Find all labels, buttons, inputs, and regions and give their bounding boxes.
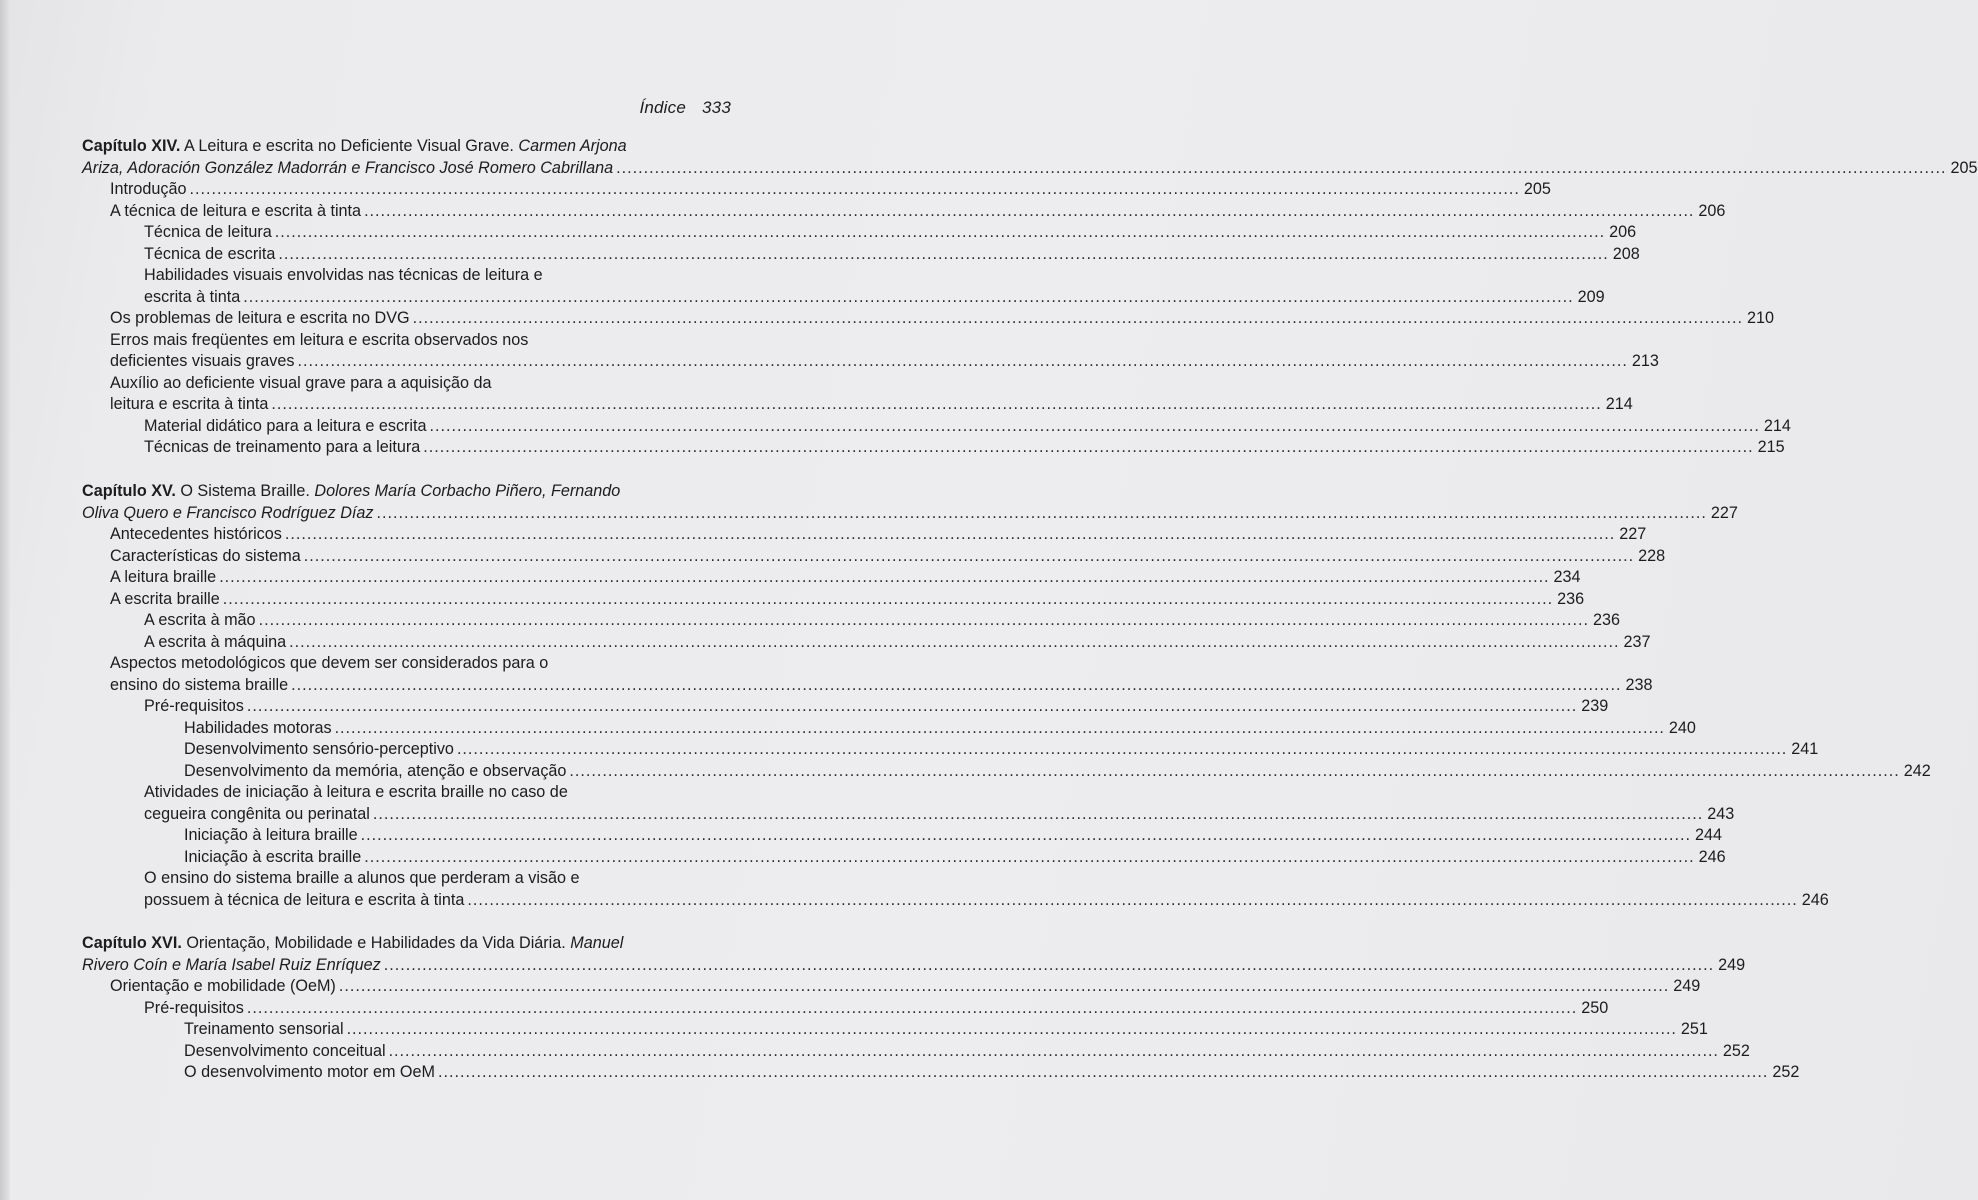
- page-number: 251: [1680, 1020, 1708, 1038]
- toc-entry-title: Pré-requisitos: [144, 998, 244, 1017]
- toc-entry: [82, 761, 1931, 783]
- toc-entry-title: Habilidades visuais envolvidas nas técnicas de leitura e: [144, 266, 543, 284]
- chapter-authors: Rivero Coín e María Isabel Ruiz Enríquez: [82, 955, 381, 974]
- dot-leader: [423, 437, 1753, 459]
- chapter-authors: Ariza, Adoración González Madorrán e Francisco José Romero Cabrillana: [82, 158, 614, 177]
- chapter-number: Capítulo XV.: [82, 482, 176, 500]
- toc-entry: [82, 330, 725, 352]
- toc-entry: [82, 437, 1785, 459]
- chapter-authors: Carmen Arjona: [518, 137, 627, 155]
- dot-leader: [339, 976, 1669, 998]
- toc-entry: [82, 653, 725, 675]
- toc-entry: [82, 739, 1819, 761]
- toc-entry: [82, 632, 1651, 654]
- dot-leader: [364, 201, 1694, 223]
- toc-entry-title: leitura e escrita à tinta: [110, 395, 269, 413]
- dot-leader: [361, 825, 1691, 847]
- page-number: 243: [1707, 804, 1735, 823]
- page-number: 241: [1791, 740, 1819, 758]
- page-number: 213: [1631, 352, 1659, 370]
- dot-leader: [430, 416, 1760, 438]
- toc-entry: [82, 394, 1633, 416]
- toc-entry-title: Atividades de iniciação à leitura e escrita braille no caso de: [144, 783, 568, 801]
- toc-entry-title: O desenvolvimento motor em OeM: [184, 1063, 436, 1081]
- toc-entry: [82, 1062, 1800, 1084]
- toc-entry: [82, 244, 1640, 266]
- toc-entry-title: A leitura braille: [110, 568, 217, 586]
- toc-entry: [82, 351, 1659, 373]
- dot-leader: [438, 1062, 1768, 1084]
- toc-entry: [82, 696, 1609, 718]
- toc-entry: [82, 782, 725, 804]
- dot-leader: [285, 524, 1615, 546]
- toc-entry: [82, 287, 1605, 309]
- dot-leader: [275, 222, 1605, 244]
- page-number: 228: [1638, 546, 1666, 565]
- page-number: 236: [1557, 589, 1585, 608]
- page-number: 234: [1553, 568, 1581, 586]
- page-number: 244: [1695, 826, 1723, 844]
- dot-leader: [243, 287, 1573, 309]
- dot-leader: [271, 394, 1601, 416]
- toc-entry-title: A escrita à mão: [144, 611, 256, 629]
- toc-entry-title: A técnica de leitura e escrita à tinta: [110, 201, 362, 220]
- toc-entry-title: Técnica de escrita: [144, 244, 276, 263]
- toc-entry: [82, 610, 1620, 632]
- toc-entry-title: Erros mais freqüentes em leitura e escrita observados nos: [110, 330, 529, 349]
- page-number: 210: [1746, 309, 1774, 327]
- page-number: 236: [1592, 611, 1620, 629]
- dot-leader: [457, 739, 1787, 761]
- toc-entry: [82, 847, 1726, 869]
- toc-entry-title: Material didático para a leitura e escrita: [144, 416, 427, 435]
- dot-leader: [247, 998, 1577, 1020]
- running-head-section: Índice: [639, 98, 687, 117]
- dot-leader: [347, 1019, 1677, 1041]
- dot-leader: [304, 546, 1634, 568]
- page-number: 206: [1698, 201, 1726, 220]
- toc-entry-title: Desenvolvimento da memória, atenção e observação: [184, 761, 567, 780]
- running-head-page-number: 333: [702, 98, 731, 117]
- toc-entry-title: Desenvolvimento sensório-perceptivo: [184, 740, 454, 758]
- page-number: 252: [1722, 1041, 1750, 1060]
- page-number: 246: [1698, 847, 1726, 866]
- page-number: 252: [1772, 1063, 1800, 1081]
- dot-leader: [616, 158, 1946, 180]
- dot-leader: [384, 955, 1714, 977]
- page-number: 242: [1903, 761, 1931, 780]
- toc-entry-title: Habilidades motoras: [184, 718, 332, 737]
- chapter-heading-line: [82, 481, 725, 503]
- page-number: 239: [1581, 697, 1609, 715]
- toc-entry-title: Introdução: [110, 180, 187, 198]
- dot-leader: [190, 179, 1520, 201]
- page-number: 214: [1605, 395, 1633, 413]
- toc-entry-title: Características do sistema: [110, 546, 301, 565]
- toc-entry-title: O ensino do sistema braille a alunos que perderam a visão e: [144, 869, 580, 887]
- page-number: 227: [1710, 503, 1738, 522]
- page-number: 209: [1577, 287, 1605, 306]
- chapter-title: Orientação, Mobilidade e Habilidades da Vida Diária.: [186, 934, 566, 952]
- toc-entry: [82, 675, 1653, 697]
- dot-leader: [259, 610, 1589, 632]
- chapter-authors-line: [82, 158, 1978, 180]
- chapter-title: A Leitura e escrita no Deficiente Visual Grave.: [183, 137, 514, 155]
- toc-entry: [82, 868, 725, 890]
- toc-entry-title: deficientes visuais graves: [110, 352, 295, 370]
- toc-entry: [82, 546, 1666, 568]
- page-number: 227: [1619, 525, 1647, 543]
- toc-entry: [82, 567, 1581, 589]
- dot-leader: [364, 847, 1694, 869]
- toc-entry: [82, 804, 1735, 826]
- chapter-xiv-block: [82, 136, 1978, 459]
- toc-entry-title: Iniciação à escrita braille: [184, 847, 362, 866]
- chapter-authors-line: [82, 503, 1738, 525]
- toc-entry-title: A escrita braille: [110, 589, 220, 608]
- toc-entry: [82, 718, 1696, 740]
- page-number: 246: [1801, 890, 1829, 909]
- toc-entry-title: Treinamento sensorial: [184, 1020, 344, 1038]
- page-number: 214: [1763, 416, 1791, 435]
- dot-leader: [289, 632, 1619, 654]
- toc-entry: [82, 589, 1585, 611]
- dot-leader: [389, 1041, 1719, 1063]
- toc-entry-title: ensino do sistema braille: [110, 675, 289, 694]
- page-number: 237: [1623, 632, 1651, 651]
- dot-leader: [247, 696, 1577, 718]
- dot-leader: [219, 567, 1549, 589]
- toc-entry: [82, 524, 1647, 546]
- toc-entry: [82, 416, 1791, 438]
- dot-leader: [377, 503, 1707, 525]
- toc-entry-title: Iniciação à leitura braille: [184, 826, 358, 844]
- toc-entry-title: Técnicas de treinamento para a leitura: [144, 438, 421, 456]
- chapter-heading-line: [82, 136, 725, 158]
- dot-leader: [569, 761, 1899, 783]
- page-number: 208: [1612, 244, 1640, 263]
- toc-entry: [82, 373, 725, 395]
- chapter-authors: Manuel: [570, 934, 624, 952]
- toc-entry-title: escrita à tinta: [144, 287, 241, 306]
- dot-leader: [467, 890, 1797, 912]
- toc-entry: [82, 1041, 1750, 1063]
- toc-entry: [82, 998, 1609, 1020]
- toc-entry-title: possuem à técnica de leitura e escrita à tinta: [144, 890, 465, 909]
- chapter-heading-line: [82, 933, 725, 955]
- chapter-number: Capítulo XIV.: [82, 137, 181, 155]
- chapter-xv-block: [82, 481, 1931, 911]
- toc-entry-title: Técnica de leitura: [144, 223, 272, 241]
- dot-leader: [278, 244, 1608, 266]
- toc-entry-title: Desenvolvimento conceitual: [184, 1041, 386, 1060]
- chapter-authors: Dolores María Corbacho Piñero, Fernando: [314, 482, 621, 500]
- toc-entry: [82, 976, 1701, 998]
- dot-leader: [373, 804, 1703, 826]
- page-number: 206: [1609, 223, 1637, 241]
- dot-leader: [335, 718, 1665, 740]
- dot-leader: [413, 308, 1743, 330]
- toc-entry-title: Aspectos metodológicos que devem ser considerados para o: [110, 654, 549, 672]
- chapter-number: Capítulo XVI.: [82, 934, 182, 952]
- toc-entry-title: A escrita à máquina: [144, 632, 287, 651]
- toc-entry: [82, 201, 1726, 223]
- chapter-authors: Oliva Quero e Francisco Rodríguez Díaz: [82, 503, 374, 522]
- toc-entry: [82, 222, 1637, 244]
- chapter-title: O Sistema Braille.: [180, 482, 310, 500]
- page-number: 215: [1757, 438, 1785, 456]
- toc-entry-title: Auxílio ao deficiente visual grave para a aquisição da: [110, 373, 492, 392]
- page-number: 205: [1523, 180, 1551, 198]
- toc-entry-title: Os problemas de leitura e escrita no DVG: [110, 309, 410, 327]
- page-spine-shadow: [0, 0, 10, 1200]
- toc-entry-title: Orientação e mobilidade (OeM): [110, 977, 336, 995]
- page-number: 249: [1718, 955, 1746, 974]
- chapter-xvi-block: [82, 933, 1800, 1084]
- page-number: 250: [1581, 998, 1609, 1017]
- chapter-authors-line: [82, 955, 1746, 977]
- toc-entry-title: Pré-requisitos: [144, 697, 244, 715]
- toc-entry: [82, 890, 1829, 912]
- dot-leader: [297, 351, 1627, 373]
- page-number: 205: [1950, 158, 1978, 177]
- toc-entry: [82, 179, 1551, 201]
- page-number: 249: [1673, 977, 1701, 995]
- toc-entry: [82, 308, 1774, 330]
- page-number: 240: [1668, 718, 1696, 737]
- toc-entry-title: Antecedentes históricos: [110, 525, 282, 543]
- dot-leader: [291, 675, 1621, 697]
- running-head: [639, 98, 731, 118]
- toc-entry-title: cegueira congênita ou perinatal: [144, 804, 370, 823]
- toc-entry: [82, 825, 1723, 847]
- toc-entry: [82, 265, 725, 287]
- dot-leader: [223, 589, 1553, 611]
- page-number: 238: [1625, 675, 1653, 694]
- toc-entry: [82, 1019, 1708, 1041]
